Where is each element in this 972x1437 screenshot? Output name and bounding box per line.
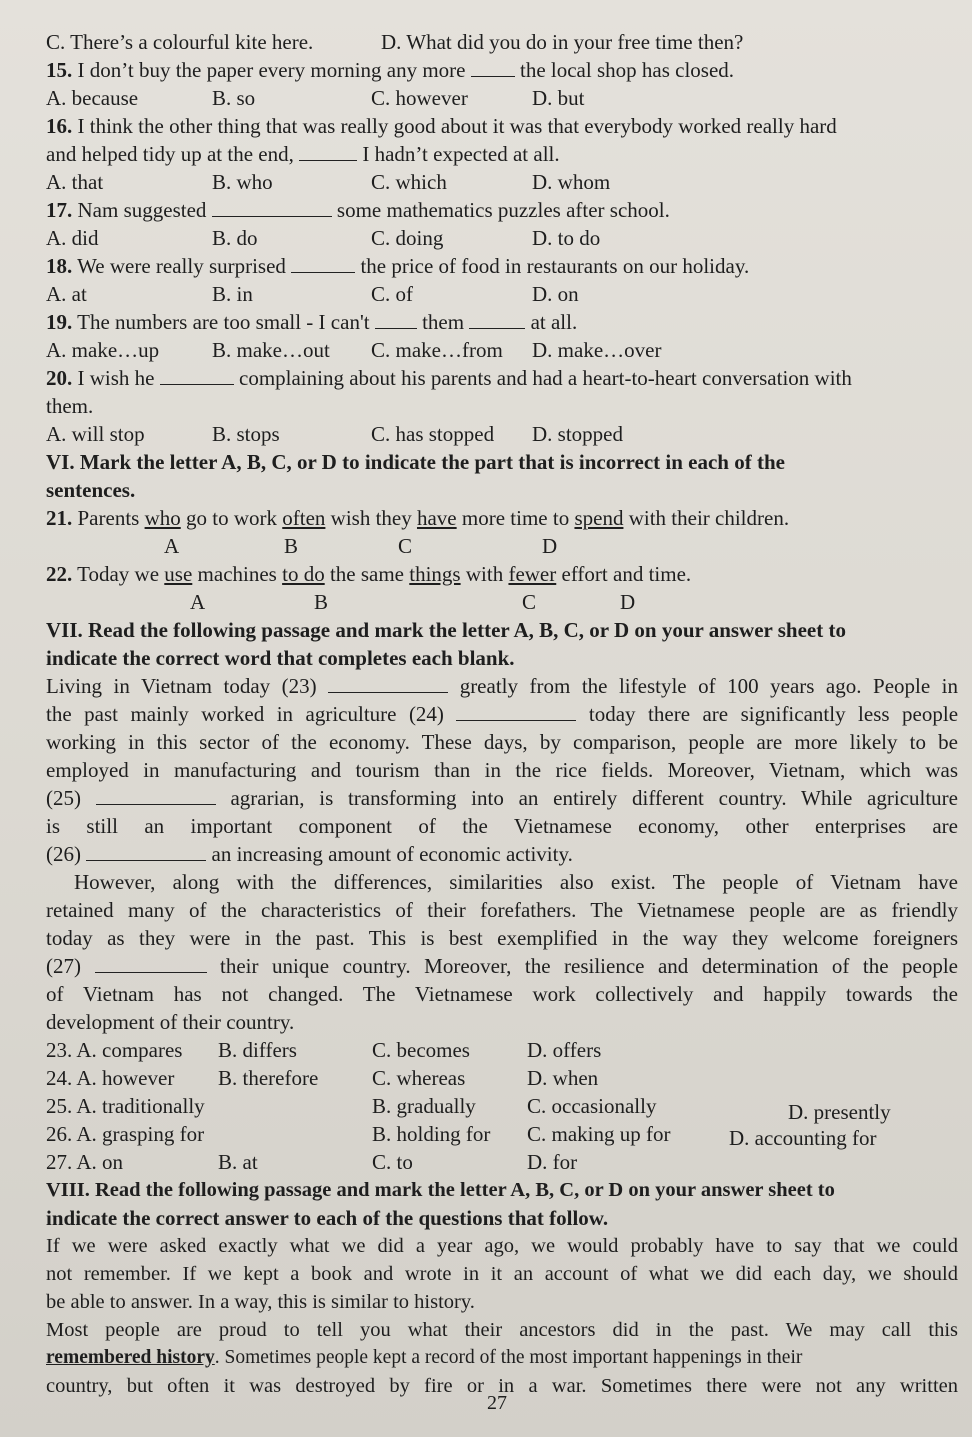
question-text: them: [422, 310, 465, 334]
option-c: C. occasionally: [527, 1094, 657, 1118]
underlined-part-d: fewer: [508, 562, 557, 586]
option-d: D. stopped: [532, 422, 623, 446]
passage-7-line: [46, 672, 958, 700]
passage-text: employed in manufacturing and tourism than in the rice fields. Moreover, Vietnam, which was: [46, 758, 958, 782]
option-c: C. making up for: [527, 1122, 671, 1146]
section-heading-text: sentences.: [46, 478, 136, 502]
sentence-text: the same: [329, 562, 405, 586]
blank-25: [96, 784, 216, 805]
question-number: 20.: [46, 366, 73, 390]
passage-8-line: [46, 1344, 958, 1372]
passage-7-line: [46, 896, 958, 924]
option-b: B. so: [212, 86, 256, 110]
question-17: [46, 196, 958, 224]
blank-26: [86, 840, 206, 861]
answer-blank: [291, 252, 355, 273]
question-text: complaining about his parents and had a heart-to-heart conversation with: [239, 366, 852, 390]
question-25-options: [46, 1092, 958, 1124]
option-a: 24. A. however: [46, 1066, 175, 1090]
answer-blank: [375, 308, 417, 329]
answer-blank: [160, 364, 234, 385]
passage-text: agrarian, is transforming into an entirely different country. While agriculture: [230, 786, 958, 810]
option-a: 26. A. grasping for: [46, 1122, 205, 1146]
passage-text: is still an important component of the Vietnamese economy, other enterprises are: [46, 814, 958, 838]
option-d: D. What did you do in your free time then?: [381, 30, 744, 54]
question-text: We were really surprised: [77, 254, 286, 278]
question-text: I hadn’t expected at all.: [362, 142, 560, 166]
section-7-heading-line2: [46, 644, 958, 672]
option-c: C. to: [372, 1150, 413, 1174]
question-21: [46, 504, 958, 532]
part-label-a: A: [164, 534, 180, 558]
option-d: D. but: [532, 86, 585, 110]
part-label-b: B: [284, 534, 299, 558]
option-c: C. becomes: [372, 1038, 470, 1062]
sentence-text: machines: [197, 562, 277, 586]
question-27-options: [46, 1148, 958, 1176]
option-b: B. make…out: [212, 338, 330, 362]
question-text: and helped tidy up at the end,: [46, 142, 294, 166]
option-c: C. however: [371, 86, 468, 110]
question-text: the price of food in restaurants on our holiday.: [360, 254, 750, 278]
passage-7-line: [46, 840, 958, 868]
passage-7-line: [46, 784, 958, 812]
question-23-options: [46, 1036, 958, 1064]
option-b: B. stops: [212, 422, 280, 446]
question-number: 22.: [46, 562, 73, 586]
question-text: the local shop has closed.: [520, 58, 735, 82]
option-c: C. of: [371, 282, 413, 306]
option-b: B. gradually: [372, 1094, 476, 1118]
sentence-text: go to work: [186, 506, 277, 530]
part-label-d: D: [542, 534, 558, 558]
option-a: 23. A. compares: [46, 1038, 183, 1062]
option-b: B. therefore: [218, 1066, 319, 1090]
question-20: [46, 364, 958, 392]
option-a: A. that: [46, 170, 104, 194]
section-heading-text: indicate the correct word that completes each blank.: [46, 646, 515, 670]
question-22-part-labels: [46, 588, 958, 616]
question-number: 17.: [46, 198, 73, 222]
passage-text: not remember. If we kept a book and wrote in it an account of what we did each day, we should: [46, 1263, 958, 1285]
option-d: D. whom: [532, 170, 611, 194]
answer-blank: [212, 196, 332, 217]
underlined-part-c: things: [409, 562, 461, 586]
option-a: A. at: [46, 282, 87, 306]
part-label-d: D: [620, 590, 636, 614]
question-number: 18.: [46, 254, 73, 278]
passage-8-line: [46, 1316, 958, 1344]
passage-text: their unique country. Moreover, the resilience and determination of the people: [220, 954, 958, 978]
blank-27: [95, 952, 207, 973]
passage-7-line: [46, 924, 958, 952]
option-d: D. accounting for: [729, 1126, 877, 1150]
option-d: D. offers: [527, 1038, 602, 1062]
question-20-line2: [46, 392, 958, 420]
option-c: C. doing: [371, 226, 444, 250]
prev-question-options: [46, 28, 958, 56]
question-text: I don’t buy the paper every morning any more: [77, 58, 466, 82]
answer-blank: [471, 56, 515, 77]
underlined-phrase: remembered history: [46, 1347, 215, 1368]
passage-text: an increasing amount of economic activity.: [211, 842, 573, 866]
option-a: A. because: [46, 86, 139, 110]
underlined-part-c: have: [416, 506, 457, 530]
answer-blank: [469, 308, 525, 329]
question-16: [46, 112, 958, 140]
option-a: A. will stop: [46, 422, 145, 446]
option-d: D. to do: [532, 226, 601, 250]
passage-text: (26): [46, 842, 81, 866]
passage-text: working in this sector of the economy. These days, by comparison, people are more likely to be: [46, 730, 958, 754]
question-number: 21.: [46, 506, 73, 530]
passage-text: development of their country.: [46, 1010, 295, 1034]
part-label-c: C: [398, 534, 413, 558]
passage-text: Living in Vietnam today (23): [46, 674, 317, 698]
passage-7-line: [46, 700, 958, 728]
passage-7-line: [46, 952, 958, 980]
option-a: A. make…up: [46, 338, 160, 362]
passage-7-line: [46, 812, 958, 840]
passage-7-line: [46, 868, 958, 896]
worksheet-content: [46, 28, 958, 1400]
passage-text: of Vietnam has not changed. The Vietnamese work collectively and happily towards the: [46, 982, 958, 1006]
sentence-text: more time to: [461, 506, 570, 530]
underlined-part-d: spend: [574, 506, 624, 530]
option-c: C. which: [371, 170, 447, 194]
passage-7-line: [46, 756, 958, 784]
question-17-options: [46, 224, 958, 252]
option-d: D. make…over: [532, 338, 662, 362]
question-number: 16.: [46, 114, 73, 138]
sentence-text: Today we: [77, 562, 160, 586]
underlined-part-a: use: [164, 562, 193, 586]
question-text: them.: [46, 394, 94, 418]
option-a: 25. A. traditionally: [46, 1094, 205, 1118]
question-text: Nam suggested: [77, 198, 207, 222]
option-b: B. holding for: [372, 1122, 491, 1146]
underlined-part-a: who: [144, 506, 181, 530]
passage-text: Most people are proud to tell you what their ancestors did in the past. We may call this: [46, 1319, 958, 1341]
underlined-part-b: often: [282, 506, 326, 530]
section-6-heading-line2: [46, 476, 958, 504]
question-text: I think the other thing that was really good about it was that everybody worked really hard: [77, 114, 837, 138]
passage-text: greatly from the lifestyle of 100 years ago. People in: [459, 674, 959, 698]
sentence-text: wish they: [330, 506, 412, 530]
section-heading-text: VIII. Read the following passage and mark the letter A, B, C, or D on your answer sheet to: [46, 1179, 835, 1201]
question-18: [46, 252, 958, 280]
question-text: some mathematics puzzles after school.: [336, 198, 670, 222]
sentence-text: with: [465, 562, 504, 586]
question-15-options: [46, 84, 958, 112]
passage-8-line: [46, 1232, 958, 1260]
passage-text: retained many of the characteristics of their forefathers. The Vietnamese people are as friendly: [46, 898, 958, 922]
passage-text: today there are significantly less people: [588, 702, 959, 726]
section-6-heading: [46, 448, 958, 476]
section-heading-text: VI. Mark the letter A, B, C, or D to indicate the part that is incorrect in each of the: [46, 450, 785, 474]
passage-7-line: [46, 1008, 958, 1036]
option-a: A. did: [46, 226, 99, 250]
question-19: [46, 308, 958, 336]
section-7-heading: [46, 616, 958, 644]
question-18-options: [46, 280, 958, 308]
passage-text: country, but often it was destroyed by fire or in a war. Sometimes there were not any written: [46, 1375, 958, 1397]
passage-8-line: [46, 1260, 958, 1288]
question-21-part-labels: [46, 532, 958, 560]
option-b: B. in: [212, 282, 253, 306]
question-24-options: [46, 1064, 958, 1092]
option-a: 27. A. on: [46, 1150, 124, 1174]
option-b: B. at: [218, 1150, 258, 1174]
blank-24: [456, 700, 576, 721]
question-26-options: [46, 1120, 958, 1148]
part-label-c: C: [522, 590, 537, 614]
option-c: C. There’s a colourful kite here.: [46, 30, 314, 54]
passage-7-line: [46, 728, 958, 756]
section-heading-text: indicate the correct answer to each of the questions that follow.: [46, 1206, 609, 1230]
answer-blank: [299, 140, 357, 161]
passage-text: be able to answer. In a way, this is similar to history.: [46, 1291, 475, 1313]
passage-text: . Sometimes people kept a record of the most important happenings in their: [214, 1347, 803, 1368]
page-number: 27: [487, 1392, 507, 1414]
passage-text: the past mainly worked in agriculture (24): [46, 702, 444, 726]
option-c: C. has stopped: [371, 422, 495, 446]
question-number: 19.: [46, 310, 73, 334]
passage-text: If we were asked exactly what we did a year ago, we would probably have to say that we could: [46, 1235, 958, 1257]
part-label-a: A: [190, 590, 206, 614]
question-text: at all.: [530, 310, 578, 334]
passage-text: today as they were in the past. This is best exemplified in the way they welcome foreigners: [46, 926, 958, 950]
option-b: B. differs: [218, 1038, 297, 1062]
section-heading-text: VII. Read the following passage and mark the letter A, B, C, or D on your answer sheet to: [46, 618, 846, 642]
question-16-line2: [46, 140, 958, 168]
underlined-part-b: to do: [282, 562, 325, 586]
passage-7-line: [46, 980, 958, 1008]
option-d: D. on: [532, 282, 579, 306]
question-22: [46, 560, 958, 588]
option-d: D. presently: [788, 1100, 891, 1124]
question-number: 15.: [46, 58, 73, 82]
sentence-text: effort and time.: [561, 562, 692, 586]
blank-23: [328, 672, 448, 693]
option-c: C. whereas: [372, 1066, 466, 1090]
option-b: B. who: [212, 170, 273, 194]
option-d: D. for: [527, 1150, 578, 1174]
question-19-options: [46, 336, 958, 364]
sentence-text: Parents: [77, 506, 140, 530]
question-text: I wish he: [77, 366, 155, 390]
section-8-heading: [46, 1176, 958, 1204]
passage-text: (25): [46, 786, 81, 810]
question-text: The numbers are too small - I can't: [77, 310, 370, 334]
option-b: B. do: [212, 226, 258, 250]
passage-text: (27): [46, 954, 81, 978]
question-16-options: [46, 168, 958, 196]
question-20-options: [46, 420, 958, 448]
option-d: D. when: [527, 1066, 599, 1090]
option-c: C. make…from: [371, 338, 503, 362]
part-label-b: B: [314, 590, 329, 614]
sentence-text: with their children.: [628, 506, 790, 530]
question-15: [46, 56, 958, 84]
passage-8-line: [46, 1288, 958, 1316]
passage-text: However, along with the differences, similarities also exist. The people of Vietnam have: [74, 870, 958, 894]
section-8-heading-line2: [46, 1204, 958, 1232]
